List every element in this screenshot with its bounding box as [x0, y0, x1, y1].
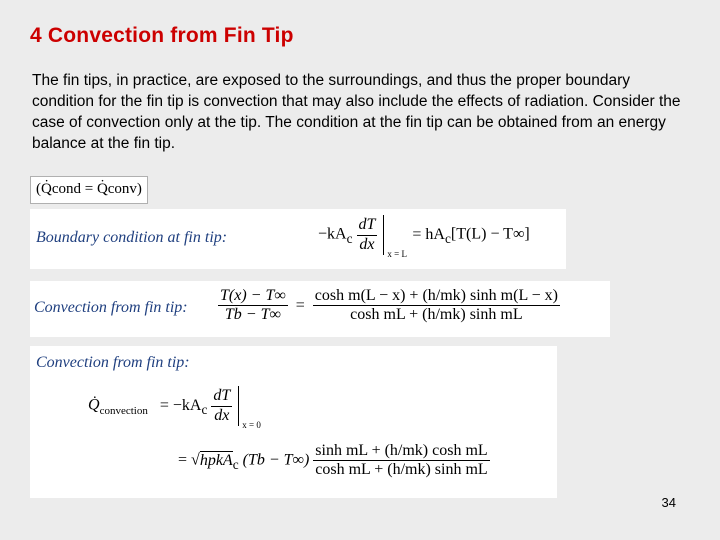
frac-num: dT	[357, 216, 378, 235]
heat-eq2-prefix: = √	[178, 451, 200, 469]
heat-rhs-fraction	[313, 442, 489, 480]
slide-body-text: The fin tips, in practice, are exposed to the surroundings, and thus the proper boundary condition for the fin tip is convection that may also include the effects of radiation. Consider the case of convection only at the tip. The condition at the fin tip can be obtained from an energy balance at the fin tip.	[32, 72, 681, 152]
temp-rhs-num: cosh m(L − x) + (h/mk) sinh m(L − x)	[313, 287, 560, 306]
temperature-expression: $\frac{T(x) - T\infty}{Tb - T\infty}$ = $\frac{\text{cosh m(L − x) + (h/mk) sinh m(L − x)}}{\text{cosh mL + (h/mk) sinh mL}}$	[220, 287, 558, 324]
dT-dx-fraction	[357, 216, 378, 254]
energy-balance-text: (Q̇cond = Q̇conv)	[36, 181, 142, 197]
temp-rhs-den: cosh mL + (h/mk) sinh mL	[350, 306, 523, 324]
heat-transfer-label: Convection from fin tip:	[36, 354, 190, 371]
heat-eq2-mid: (Tb − T∞)	[242, 451, 310, 469]
heat-evaluation-bar	[238, 386, 261, 430]
temp-den: Tb − T∞	[224, 306, 281, 324]
sub-c: c	[201, 401, 208, 417]
heat-eq2-root: hpkA	[199, 451, 233, 469]
temperature-distribution-equation	[30, 281, 610, 337]
heat-eval-sub: x = 0	[242, 420, 261, 430]
temperature-rhs-fraction	[313, 287, 560, 325]
heat-lhs-sub: convection	[99, 404, 148, 417]
sub-c: c	[346, 230, 353, 246]
boundary-condition-label: Boundary condition at fin tip:	[36, 229, 228, 246]
heat-lhs: Q̇	[88, 396, 100, 414]
heat-frac-num: sinh mL + (h/mk) cosh mL	[313, 442, 489, 461]
energy-balance-equation	[30, 176, 148, 204]
heat-frac-den: cosh mL + (h/mk) sinh mL	[315, 461, 488, 479]
temp-num: T(x) − T∞	[218, 287, 288, 306]
temperature-ratio	[218, 287, 288, 325]
heat-transfer-line-1	[88, 386, 261, 430]
boundary-condition-expression	[318, 215, 530, 259]
frac-den: dx	[359, 235, 375, 253]
heat-dT-dx-fraction	[211, 387, 232, 425]
frac-den: dx	[214, 406, 230, 424]
evaluation-bar	[383, 215, 407, 259]
heat-eq1: = −kA	[159, 396, 202, 414]
sub-c: c	[232, 456, 239, 472]
sub-c: c	[444, 230, 451, 246]
boundary-rhs: = hA	[412, 225, 445, 243]
boundary-rhs-tail: [T(L) − T∞]	[450, 225, 530, 243]
frac-num: dT	[211, 387, 232, 406]
boundary-lhs: −kA	[318, 225, 347, 243]
heat-transfer-equation	[30, 346, 557, 498]
boundary-condition-equation	[30, 209, 566, 269]
heat-transfer-line-2	[178, 442, 490, 480]
temperature-label: Convection from fin tip:	[34, 299, 188, 316]
slide-title: 4 Convection from Fin Tip	[30, 24, 294, 47]
page-number: 34	[661, 495, 676, 510]
eval-sub: x = L	[387, 249, 407, 259]
